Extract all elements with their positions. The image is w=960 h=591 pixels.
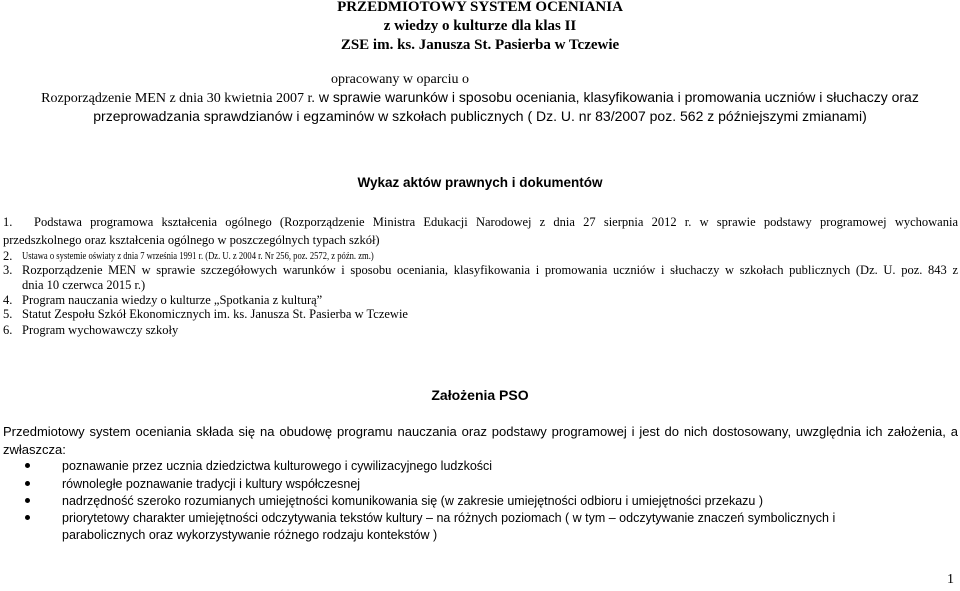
bullet-marker <box>25 463 30 468</box>
list-item-number: 1. <box>3 215 13 229</box>
basis-line-2: przeprowadzania sprawdzianów i egzaminów w szkołach publicznych ( Dz. U. nr 83/2007 poz. 562 z późniejszymi zmianami) <box>93 108 867 124</box>
intro-paragraph-line: zwłaszcza: <box>3 442 66 457</box>
list-item-number: 6. <box>3 323 13 337</box>
bullet-text-continued: parabolicznych oraz wykorzystywanie różnego rodzaju kontekstów ) <box>62 528 438 542</box>
bullet-marker <box>25 498 30 503</box>
list-item-text: Podstawa programowa kształcenia ogólnego (Rozporządzenie Ministra Edukacji Narodowej z dnia 27 sierpnia 2012 r. w sprawie podstawy programowej wychowania <box>34 215 958 229</box>
list-item-number: 5. <box>3 307 13 321</box>
list-item-number: 2. <box>3 249 13 263</box>
list-item-text-continued: dnia 10 czerwca 2015 r.) <box>22 278 146 292</box>
list-item-text: Program nauczania wiedzy o kulturze „Spotkania z kulturą” <box>22 293 323 307</box>
page-number: 1 <box>947 572 954 587</box>
bullet-marker <box>25 515 30 520</box>
list-item-text-continued: przedszkolnego oraz kształcenia ogólnego w poszczególnych typach szkół) <box>3 233 380 247</box>
bullet-text: priorytetowy charakter umiejętności odczytywania tekstów kultury – na różnych poziomach ( w tym – odczytywanie znaczeń symbolicznych i <box>62 511 836 525</box>
list-item-number: 3. <box>3 263 13 277</box>
section-heading: Założenia PSO <box>431 387 529 403</box>
bullet-marker <box>25 481 30 486</box>
intro-paragraph-line: Przedmiotowy system oceniania składa się na obudowę programu nauczania oraz podstawy programowej i jest do nich dostosowany, uwzględnia ich założenia, a <box>3 424 958 439</box>
list-item-text: Program wychowawczy szkoły <box>22 323 179 337</box>
list-item-text: Rozporządzenie MEN w sprawie szczegółowych warunków i sposobu oceniania, klasyfikowania i promowania uczniów i słuchaczy w szkołach publicznych (Dz. U. poz. 843 z <box>22 263 958 277</box>
header-school-line: ZSE im. ks. Janusza St. Pasierba w Tczewie <box>340 37 620 53</box>
bullet-text: równoległe poznawanie tradycji i kultury współczesnej <box>62 477 361 491</box>
list-item-number: 4. <box>3 293 13 307</box>
section-heading: Wykaz aktów prawnych i dokumentów <box>357 175 603 190</box>
list-item-text: Ustawa o systemie oświaty z dnia 7 września 1991 r. (Dz. U. z 2004 r. Nr 256, poz. 2572, z późn. zm.) <box>22 250 374 262</box>
bullet-text: nadrzędność szeroko rozumianych umiejętności komunikowania się (w zakresie umiejętności odbioru i umiejętności przekazu ) <box>62 494 764 508</box>
basis-regulation-title: Rozporządzenie MEN z dnia 30 kwietnia 2007 r. <box>41 91 315 106</box>
list-item-text: Statut Zespołu Szkół Ekonomicznych im. ks. Janusza St. Pasierba w Tczewie <box>22 307 408 321</box>
basis-line-1 <box>0 88 960 108</box>
header-title-line: PRZEDMIOTOWY SYSTEM OCENIANIA <box>337 0 623 15</box>
basis-intro: opracowany w oparciu o <box>331 72 470 87</box>
basis-regulation-subject: w sprawie warunków i sposobu oceniania, klasyfikowania i promowania uczniów i słuchaczy oraz <box>318 89 919 105</box>
bullet-text: poznawanie przez ucznia dziedzictwa kulturowego i cywilizacyjnego ludzkości <box>62 459 493 473</box>
header-subtitle-line: z wiedzy o kulturze dla klas II <box>383 18 577 34</box>
